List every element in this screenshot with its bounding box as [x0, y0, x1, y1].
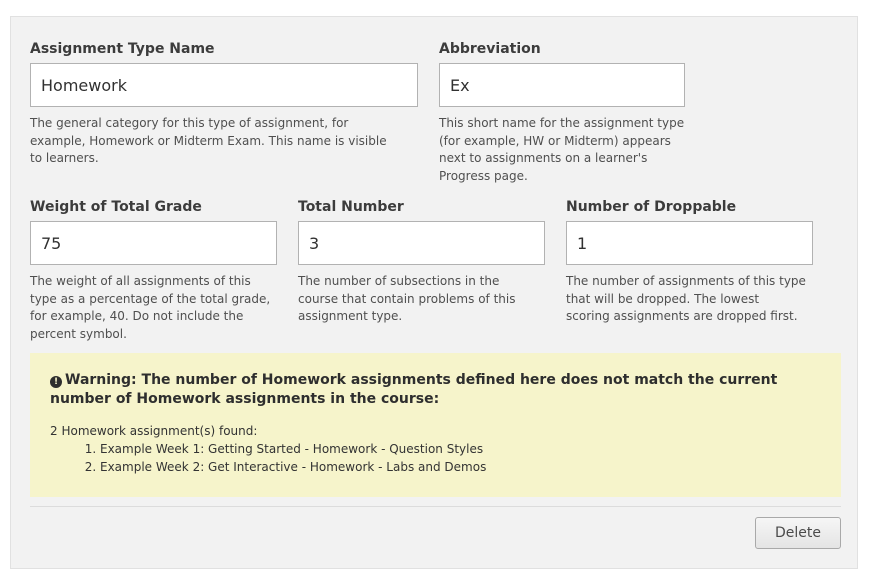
weight-input[interactable]	[30, 221, 277, 265]
abbreviation-field	[439, 39, 689, 184]
total-number-input[interactable]	[298, 221, 545, 265]
droppable-field	[566, 197, 816, 342]
warning-title-text: Warning: The number of Homework assignments defined here does not match the current number of Homework assignments in the course:	[50, 372, 778, 407]
abbreviation-help: This short name for the assignment type (for example, HW or Midterm) appears next to assignments on a learner's Progress page.	[439, 116, 685, 183]
found-count-text: 2 Homework assignment(s) found:	[50, 424, 258, 438]
droppable-input[interactable]	[566, 221, 813, 265]
total-number-field	[298, 197, 548, 342]
assignment-type-name-input[interactable]	[30, 63, 418, 107]
exclamation-circle-icon: !	[50, 376, 62, 388]
abbreviation-input[interactable]	[439, 63, 685, 107]
delete-button[interactable]: Delete	[755, 517, 841, 549]
warning-title	[50, 371, 821, 409]
list-item: 1. Example Week 1: Getting Started - Homework - Question Styles	[100, 440, 821, 458]
weight-help: The weight of all assignments of this type as a percentage of the total grade, for example, 40. Do not include the percent symbol.	[30, 274, 271, 341]
total-number-help: The number of subsections in the course that contain problems of this assignment type.	[298, 274, 516, 323]
warning-box	[30, 353, 841, 497]
total-number-label: Total Number	[298, 199, 404, 215]
assignment-type-name-field	[30, 39, 418, 165]
droppable-label: Number of Droppable	[566, 199, 737, 215]
assignment-type-name-help: The general category for this type of assignment, for example, Homework or Midterm Exam. This name is visible to learners.	[30, 116, 387, 165]
assignment-type-panel	[10, 16, 858, 569]
abbreviation-label: Abbreviation	[439, 41, 541, 57]
list-item: 2. Example Week 2: Get Interactive - Homework - Labs and Demos	[100, 458, 821, 476]
found-assignments-list	[50, 440, 821, 476]
weight-label: Weight of Total Grade	[30, 199, 202, 215]
droppable-help: The number of assignments of this type that will be dropped. The lowest scoring assignments are dropped first.	[566, 274, 806, 323]
divider	[30, 506, 841, 507]
weight-field	[30, 197, 280, 342]
assignment-type-name-label: Assignment Type Name	[30, 41, 215, 57]
